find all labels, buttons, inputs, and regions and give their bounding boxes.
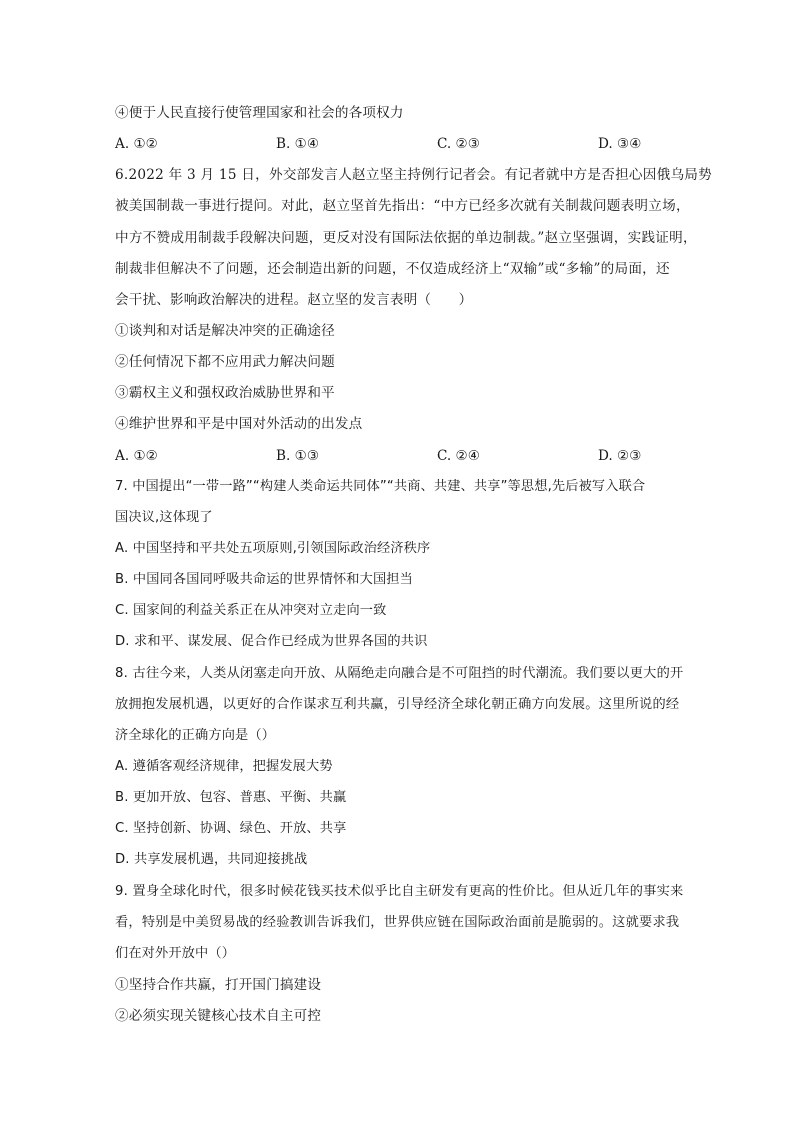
q5-option-d: D. ③④ (598, 136, 642, 152)
q9-stem-line-2: 看，特别是中美贸易战的经验教训告诉我们，世界供应链在国际政治面前是脆弱的。这就要求我 (115, 915, 680, 930)
q5-item-4: ④便于人民直接行使管理国家和社会的各项权力 (115, 105, 404, 121)
q7-stem-line-2: 国决议,这体现了 (115, 510, 213, 525)
q9-stem-line-3: 们在对外开放中（） (115, 946, 236, 961)
q7-stem-line-1: 7. 中国提出“一带一路”“构建人类命运共同体”“共商、共建、共享”等思想,先后被写入联合 (115, 479, 646, 494)
q7-option-a: A. 中国坚持和平共处五项原则,引领国际政治经济秩序 (115, 541, 431, 556)
q5-option-b: B. ①④ (276, 136, 320, 152)
q7-option-b: B. 中国同各国同呼吸共命运的世界情怀和大国担当 (115, 572, 413, 587)
q9-item-2: ②必须实现关键核心技术自主可控 (115, 1008, 322, 1024)
q6-option-a: A. ①② (115, 448, 158, 464)
q6-item-1: ①谈判和对话是解决冲突的正确途径 (115, 323, 335, 339)
q6-stem-line-3: 中方不赞成用制裁手段解决问题，更反对没有国际法依据的单边制裁。”赵立坚强调，实践证明， (115, 230, 697, 246)
q6-option-c: C. ②④ (437, 448, 480, 464)
q8-stem-line-3: 济全球化的正确方向是（） (115, 728, 276, 743)
q6-stem-line-5: 会干扰、影响政治解决的进程。赵立坚的发言表明（ ） (115, 292, 473, 308)
q6-stem-line-2: 被美国制裁一事进行提问。对此，赵立坚首先指出：“中方已经多次就有关制裁问题表明立场， (115, 198, 690, 214)
q6-item-4: ④维护世界和平是中国对外活动的出发点 (115, 416, 363, 432)
q8-option-b: B. 更加开放、包容、普惠、平衡、共赢 (115, 790, 347, 805)
q5-option-a: A. ①② (115, 136, 158, 152)
q6-option-b: B. ①③ (276, 448, 320, 464)
q7-option-d: D. 求和平、谋发展、促合作已经成为世界各国的共识 (115, 634, 428, 649)
q8-option-d: D. 共享发展机遇，共同迎接挑战 (115, 852, 308, 867)
q8-stem-line-2: 放拥抱发展机遇，以更好的合作谋求互利共赢，引导经济全球化朝正确方向发展。这里所说的经 (115, 697, 680, 712)
q8-option-a: A. 遵循客观经济规律，把握发展大势 (115, 759, 333, 774)
q6-item-3: ③霸权主义和强权政治威胁世界和平 (115, 385, 335, 401)
q7-option-c: C. 国家间的利益关系正在从冲突对立走向一致 (115, 603, 387, 618)
q9-item-1: ①坚持合作共赢，打开国门搞建设 (115, 977, 322, 993)
q9-stem-line-1: 9. 置身全球化时代，很多时候花钱买技术似乎比自主研发有更高的性价比。但从近几年的事实来 (115, 884, 684, 899)
q6-stem-line-1: 6.2022 年 3 月 15 日，外交部发言人赵立坚主持例行记者会。有记者就中方是否担心因俄乌局势 (115, 167, 712, 183)
q6-item-2: ②任何情况下都不应用武力解决问题 (115, 354, 335, 370)
q6-stem-line-4: 制裁非但解决不了问题，还会制造出新的问题，不仅造成经济上“双输”或“多输”的局面，还 (115, 261, 670, 277)
q8-option-c: C. 坚持创新、协调、绿色、开放、共享 (115, 821, 347, 836)
q6-option-d: D. ②③ (598, 448, 642, 464)
q5-option-c: C. ②③ (437, 136, 480, 152)
q8-stem-line-1: 8. 古往今来，人类从闭塞走向开放、从隔绝走向融合是不可阻挡的时代潮流。我们要以更大的开 (115, 666, 684, 681)
